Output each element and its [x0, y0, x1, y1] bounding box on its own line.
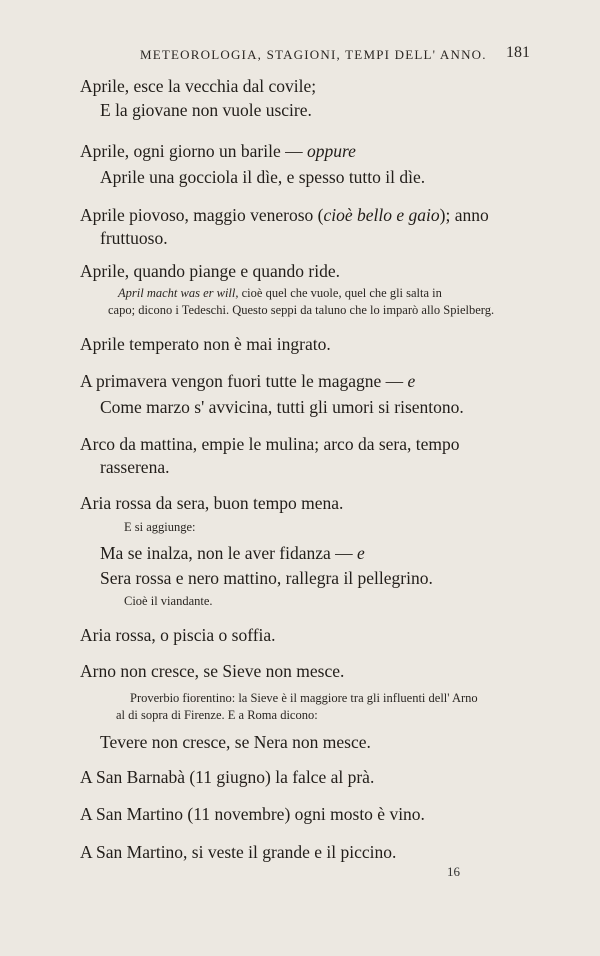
note-quote: April macht was er will, — [118, 286, 239, 300]
proverb-line — [80, 371, 415, 392]
page-number: 181 — [506, 44, 530, 61]
proverb-line: fruttuoso. — [100, 228, 168, 248]
proverb-line: Sera rossa e nero mattino, rallegra il pellegrino. — [100, 568, 433, 588]
proverb-line: Arco da mattina, empie le mulina; arco da sera, tempo — [80, 434, 460, 454]
proverb-line: Aria rossa da sera, buon tempo mena. — [80, 493, 344, 513]
proverb-text: ); anno — [439, 205, 489, 225]
proverb-line: A San Barnabà (11 giugno) la falce al prà. — [80, 767, 375, 787]
signature-mark: 16 — [447, 864, 460, 879]
proverb-connector: e — [357, 543, 365, 563]
proverb-line: Come marzo s' avvicina, tutti gli umori si risentono. — [100, 397, 464, 417]
note-text: cioè quel che vuole, quel che gli salta in — [238, 286, 442, 300]
note-line: Cioè il viandante. — [124, 594, 213, 608]
proverb-gloss: cioè bello e gaio — [323, 205, 440, 225]
proverb-line — [80, 205, 489, 226]
proverb-line — [80, 141, 356, 162]
proverb-line: rasserena. — [100, 457, 170, 477]
proverb-line: Tevere non cresce, se Nera non mesce. — [100, 732, 371, 752]
running-header — [140, 44, 530, 63]
proverb-line: Aprile, esce la vecchia dal covile; — [80, 76, 317, 96]
proverb-line: A San Martino, si veste il grande e il piccino. — [80, 842, 397, 862]
proverb-line — [100, 543, 365, 564]
proverb-text: A primavera vengon fuori tutte le magagne — — [80, 371, 404, 391]
running-title: METEOROLOGIA, STAGIONI, TEMPI DELL' ANNO. — [140, 47, 487, 62]
proverb-text: Ma se inalza, non le aver fidanza — — [100, 543, 353, 563]
proverb-line: Aprile, quando piange e quando ride. — [80, 261, 340, 281]
proverb-line: Arno non cresce, se Sieve non mesce. — [80, 661, 345, 681]
note-line: capo; dicono i Tedeschi. Questo seppi da taluno che lo imparò allo Spielberg. — [108, 303, 495, 317]
proverb-line: Aprile una gocciola il dìe, e spesso tutto il dìe. — [100, 167, 426, 187]
note-line — [118, 286, 442, 301]
proverb-text: Aprile piovoso, maggio veneroso ( — [80, 205, 324, 225]
note-line: Proverbio fiorentino: la Sieve è il maggiore tra gli influenti dell' Arno — [130, 691, 478, 705]
proverb-line: Aprile temperato non è mai ingrato. — [80, 334, 331, 354]
note-line: al di sopra di Firenze. E a Roma dicono: — [116, 708, 318, 722]
proverb-line: A San Martino (11 novembre) ogni mosto è vino. — [80, 804, 425, 824]
proverb-connector: oppure — [306, 141, 356, 161]
proverb-connector: e — [407, 371, 416, 391]
proverb-line: E la giovane non vuole uscire. — [100, 100, 312, 120]
note-line: E si aggiunge: — [124, 520, 196, 534]
proverb-line: Aria rossa, o piscia o soffia. — [80, 625, 276, 645]
proverb-text: Aprile, ogni giorno un barile — — [80, 141, 303, 161]
